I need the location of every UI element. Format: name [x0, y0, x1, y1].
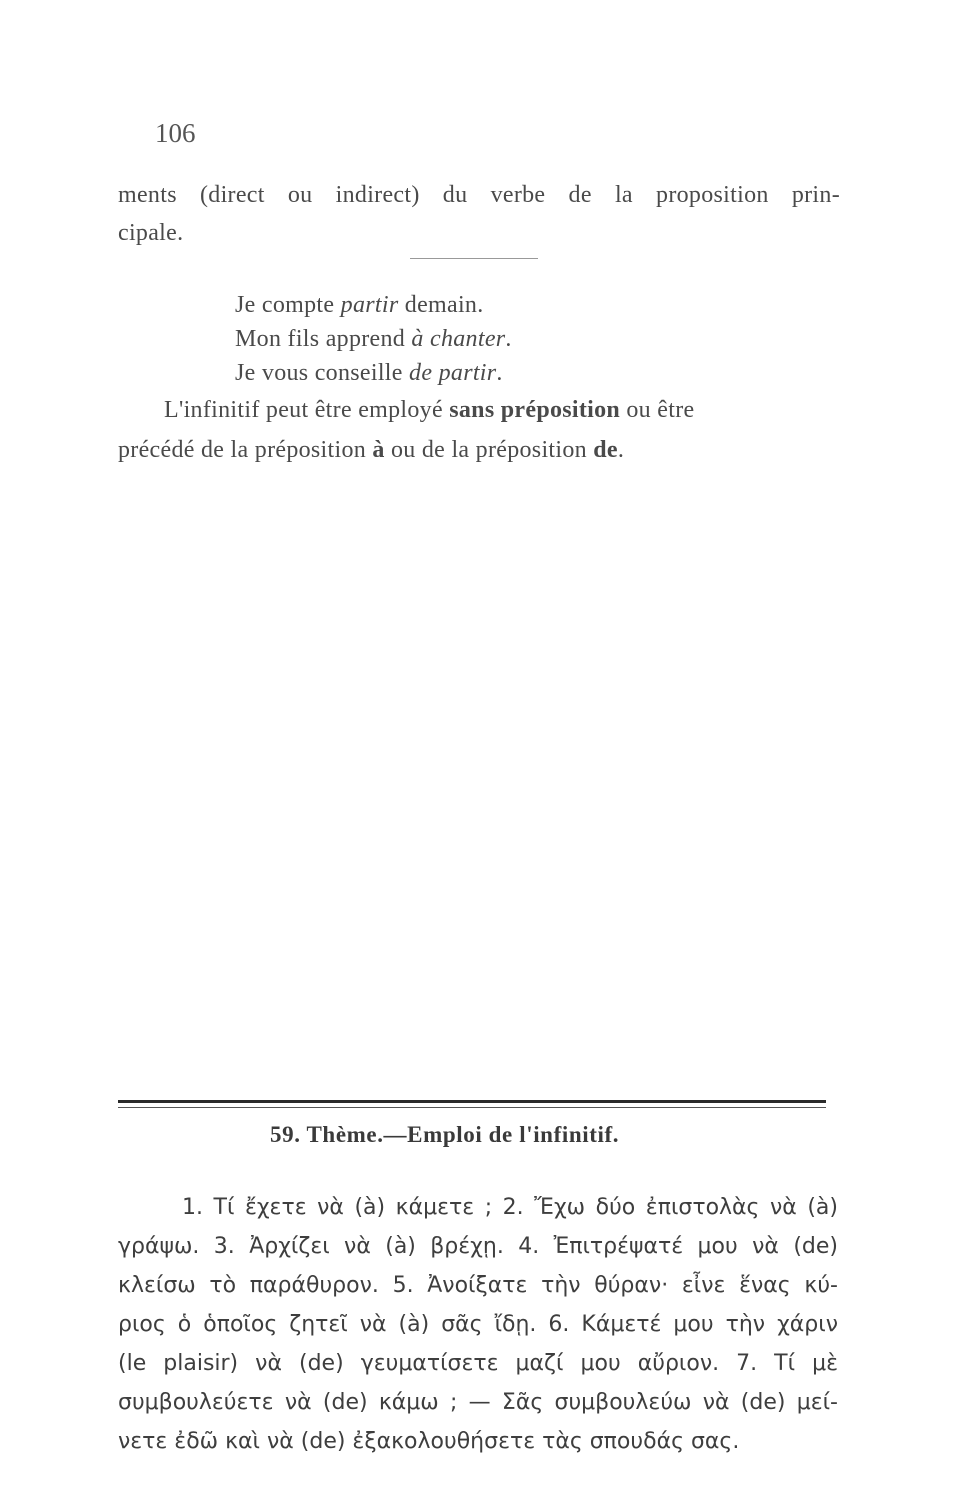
intro-line: ments (direct ou indirect) du verbe de la proposition prin-: [118, 182, 840, 208]
intro-line: cipale.: [118, 220, 184, 246]
exercise-line: ριος ὁ ὁποῖος ζητεῖ νὰ (à) σᾶς ἴδῃ. 6. Κάμετέ μου τὴν χάριν: [118, 1312, 838, 1337]
exercise-text: [118, 1188, 838, 1461]
example-line: Je compte partir demain.: [235, 292, 484, 318]
exercise-line: 1. Τί ἔχετε νὰ (à) κάμετε ; 2. Ἔχω δύο ἐπιστολὰς νὰ (à): [182, 1195, 838, 1220]
section-divider-thin: [118, 1107, 826, 1108]
section-divider-thick: [118, 1100, 826, 1103]
exercise-line: (le plaisir) νὰ (de) γευματίσετε μαζί μου αὔριον. 7. Τί μὲ: [118, 1351, 838, 1376]
example-line: Je vous conseille de partir.: [235, 360, 503, 386]
section-heading: 59. Thème.—Emploi de l'infinitif.: [270, 1122, 620, 1147]
rule-line: précédé de la préposition à ou de la préposition de.: [118, 437, 625, 463]
exercise-line: συμβουλεύετε νὰ (de) κάμω ; — Σᾶς συμβουλεύω νὰ (de) μεί-: [118, 1390, 838, 1415]
infinitive-rule-paragraph: [118, 390, 836, 470]
intro-paragraph: [118, 176, 840, 252]
exercise-line: γράψω. 3. Ἀρχίζει νὰ (à) βρέχῃ. 4. Ἐπιτρέψατέ μου νὰ (de): [118, 1234, 838, 1259]
examples-list: [235, 288, 512, 390]
exercise-line: κλείσω τὸ παράθυρον. 5. Ἀνοίξατε τὴν θύραν· εἶνε ἕνας κύ-: [118, 1273, 838, 1298]
example-line: Mon fils apprend à chanter.: [235, 326, 512, 352]
exercise-line: νετε ἐδῶ καὶ νὰ (de) ἐξακολουθήσετε τὰς σπουδάς σας.: [118, 1429, 740, 1454]
divider: [410, 258, 538, 259]
rule-line: L'infinitif peut être employé sans préposition ou être: [164, 397, 695, 423]
page-number: 106: [155, 118, 196, 148]
